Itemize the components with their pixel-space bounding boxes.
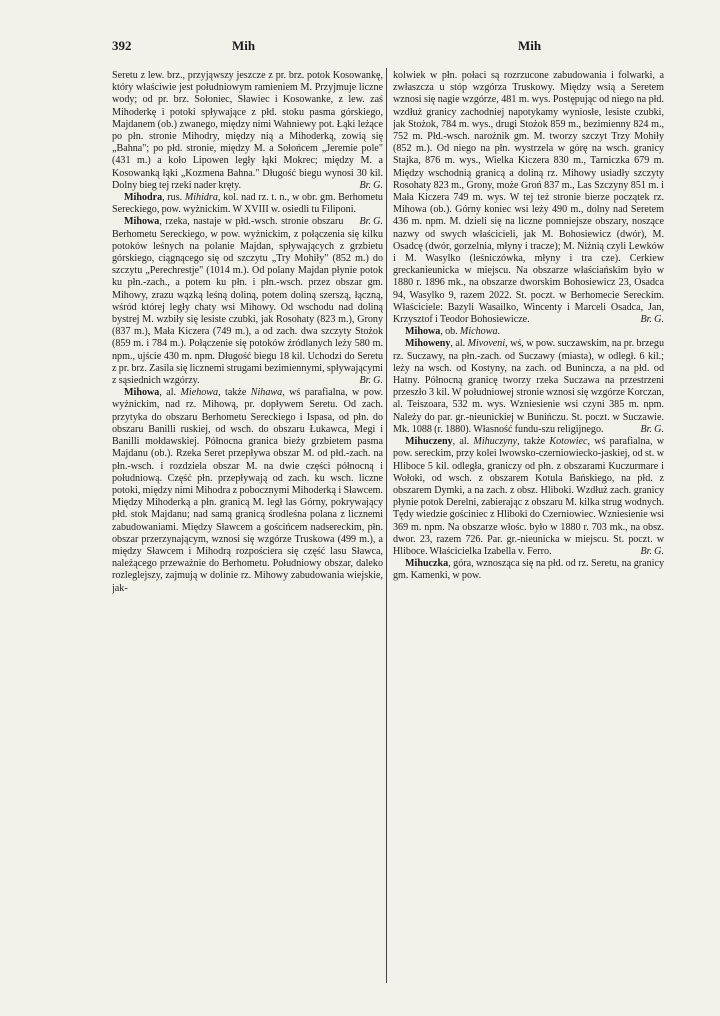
entry-headword: Mihoweny xyxy=(405,338,451,350)
author-signature: Br. G. xyxy=(640,314,664,326)
entry-headword: Mihodra xyxy=(124,192,163,204)
page-number: 392 xyxy=(112,38,132,53)
entry-text: , al. xyxy=(159,387,181,399)
entry-variant-name: Kotowiec xyxy=(549,436,588,448)
author-signature: Br. G. xyxy=(359,216,383,228)
entry-mihowa-village xyxy=(112,387,383,594)
entry-continuation xyxy=(112,70,383,192)
running-head-right: Mih xyxy=(518,38,542,53)
entry-text: kolwiek w płn. połaci są rozrzucone zabudowania i folwarki, a zwłaszcza u stóp wzgórza Truskowy. Między wsią a Seretem wznosi się nagie wzgórze, 481 m. wys. Postępując od niego na płd. wzdłuż granicy zachodniej napotykamy wyniosłe, lesiste czubki, jak Stożok, 784 m. wys., drugi Stożok 859 m., bezimienny 824 m., 752 m. Płd.-wsch. narożnik gm. M. tworzy szczyt Trzy Mohiły (852 m.). Od niego na płn. wystrzela w górę na wsch. granicy Stajka, 876 m. wys., Wielka Kiczera 830 m., Tarniczka 679 m. Między wschodnią granicą a doliną rz. Mihowy usiadły szczyty Rosohaty 823 m., Grony, może Groń 837 m., Las Szczyny 851 m. i Mała Kiczera 749 m. wys. W tej też stronie bierze początek rz. Mihowa (ob.). Górny koniec wsi leży 490 m., dolny nad Seretem 436 m. npm. M. dzieli się na liczne pomniejsze obszary, noszące nazwy od swych właścicieli, jak M. Bohosiewicz (dwór), M. Osadcę (dwór, gorzelnia, młyny i tracze); M. Niżnią czyli Lewków i M. Wasylko (leśniczówka, młyny i tra cze). Cerkiew greckanieunicka w miejscu. Na obszarze właściańskim było w 1880 r. 1896 mk., na obszarze dworskim Bohosiewicz 23, Osadca 94, Wasylko 9, razem 2022. St. poczt. w Berhomecie Sereckim. Właściciele: Bazyli Wasailko, Wincenty i Marceli Osadca, Jan, Krzysztof i Teodor Bohosiewicze. xyxy=(393,70,664,326)
entry-headword: Mihowa xyxy=(124,387,160,399)
entry-headword: Mihuczeny xyxy=(405,436,453,448)
entry-variant-name: Mivoveni xyxy=(467,338,506,350)
running-head-left: Mih xyxy=(232,38,256,53)
entry-mihuczeny xyxy=(393,436,664,558)
entry-text: , ob. xyxy=(440,326,460,338)
entry-text: , wś parafialna, w pow. wyżnickim, nad rz. Mihową, pr. dopływem Seretu. Od zach. przytyka do obszaru Berhometu Sereckiego i Ispasa, od płn. do obszaru Banilli ruskiej, od wsch. do obszaru Łukawca, Megi i Banilli mołdawskiej. Północna granica bieży grzbietem pasma Majdanu (ob.). Rzeka Seret przepływa obszar M. od płd.-zach. na płn.-wsch. i rozdziela obszar M. na dwie części północną i południową. Część płn. przepływają od zach. ku wsch. liczne potoki, między nimi Mihodra z pobocznymi Mihoderką i Sławcem. Między Mihoderką a płn. granicą M. legł las Górny, pokrywający płd. stok Majdanu; nad samą granicą środleśna polana z licznemi zabudowaniami. Między Sławcem a gościńcem nadsereckim, płn. obszar przerzynającym, wznosi się wzgórze Truskowa (499 m.), a między Sławcem i Mihodrą rozpościera się część lasu Sławca, należącego przeważnie do Berhometu. Południowy obszar, daleko rozleglejszy, zajmują w dolinie rz. Mihowy zabudowania wiejskie, jak- xyxy=(112,387,383,594)
entry-variant-name: Nihawa xyxy=(250,387,283,399)
entry-text: , także xyxy=(218,387,251,399)
entry-continuation xyxy=(393,70,664,326)
entry-variant-name: Mihidra xyxy=(184,192,218,204)
entry-mihoweny xyxy=(393,338,664,436)
right-column xyxy=(393,70,664,990)
column-divider xyxy=(386,68,387,983)
entry-text: Seretu z lew. brz., przyjąwszy jeszcze z pr. brz. potok Kosowankę, który właściwie jest południowym ramieniem M. Przyjmuje liczne wody; od pr. brz. Sołoniec, Sławiec i Kosowanke, z lew. zaś Mihoderkę i potoki spływające z płd. stoku pasma górskiego, Majdanem (ob.) zwanego, między nimi Wahniewy pot. Łąki leżące po płn. stronie Mihodry, między nią a Mihoderką, zowią się „Bahna"; po płd. stronie, między M. a Sołońcem „Jeremie pole" (431 m.) a koło Lipowen legły łąki Mokrec; między M. a Kosowanką łąki „Kozmena Bahna." Długość biegu wynosi 30 kil. Dolny bieg tej rzeki nader kręty. xyxy=(112,70,383,191)
entry-text: , góra, wznosząca się na płd. od rz. Seretu, na granicy gm. Kamenki, w pow. xyxy=(393,558,664,582)
author-signature: Br. G. xyxy=(640,545,664,557)
author-signature: Br. G. xyxy=(359,375,383,387)
entry-headword: Mihuczka xyxy=(405,558,449,570)
entry-mihowa-river xyxy=(112,216,383,387)
entry-text: , rzeka, nastaje w płd.-wsch. stronie obszaru Berhometu Sereckiego, w pow. wyżnickim, z połączenia się kilku potoków leśnych na polanie Majdan, spływających z grzbietu górskiego, ciągnącego się od szczytu „Try Mohiły" (852 m.) do szczytu „Perechrestje" (1014 m.). Od polany Majdan płynie potok ku płn.-zach., a potem ku płn. i płn.-wsch. przez obszar gm. Mihowy, zrazu wązką leśną doliną, potem doliną szerszą, łączną, wśród której legły chaty wsi Mihowy. Od wschodu nad doliną bystrej M. wzbiły się lesiste czubki, jak Rosohaty (823 m.), Grony (837 m.), Mała Kiczera (749 m.), a od zach. dwa szczyty Stożok (859 m. i 784 m.). Połączenie się potoków źródlanych leży 580 m. npm., ujście 430 m. npm. Długość biegu 18 kil. Uchodzi do Seretu z pr. brz. Zasila się licznemi strugami bezimiennymi, spływającymi z sąsiednich wzgórzy. xyxy=(112,216,383,387)
entry-text: , wś, w pow. suczawskim, na pr. brzegu rz. Suczawy, na płn.-zach. od Suczawy (miasta), w odległ. 6 kil.; leży na wsch. od Kostyny, na zach. od Bunincza, a na płd. od Hatny. Północną granicę tworzy rzeka Suczawa na przestrzeni przeszło 3 kil. W południowej stronie wznosi się wzgórze Korczan, al. Teiszoara, 532 m. wys. Wzniesienie wsi czyni 385 m. npm. Należy do par. gr.-nieunickiej w Bunińczu. St. poczt. w Suczawie. Mk. 1088 (r. 1880). Własność fundu-szu religijnego. xyxy=(393,338,664,435)
entry-mihuczka xyxy=(393,558,664,582)
entry-mihowa-crossref xyxy=(393,326,664,338)
author-signature: Br. G. xyxy=(640,423,664,435)
entry-variant-name: Mihuczyny xyxy=(473,436,518,448)
left-column xyxy=(112,70,383,990)
author-signature: Br. G. xyxy=(359,179,383,191)
entry-headword: Mihowa xyxy=(124,216,160,228)
entry-text: , wś parafialna, w pow. sereckim, przy kolei lwowsko-czerniowiecko-jaskiej, od st. w Hliboce 5 kil. odległa, graniczy od płn. z obszarami Kuczurmare i Wołoki, od wsch. z obszarem Kotula Bańskiego, na płd. z obszarem Dymki, a na zach. z obsz. Hliboki. Wzdłuż zach. granicy płynie potok Derelni, zabierając z obszaru M. kilka strug wodnych. Tędy wiedzie gościniec z Hliboki do Czerniowiec. Wzniesienie wsi 369 m. npm. Na obszarze włośc. było w 1880 r. 703 mk., na obsz. dwor. 23, razem 726. Par. gr.-nieunicka w miejscu. St. poczt. w Hliboce. Właścicielka Izabella v. Ferro. xyxy=(393,436,664,557)
entry-text: , al. xyxy=(452,436,474,448)
entry-variant-name: Miehowa xyxy=(180,387,219,399)
entry-text: , al. xyxy=(450,338,468,350)
entry-variant-name: Michowa xyxy=(459,326,498,338)
entry-text: , rus. xyxy=(162,192,185,204)
entry-text: . xyxy=(497,326,501,338)
entry-text: , także xyxy=(517,436,550,448)
entry-text: , kol. nad rz. t. n., w obr. gm. Berhometu Sereckiego, pow. wyżnickim. W XVIII w. osiedli tu Filiponi. xyxy=(112,192,383,216)
entry-headword: Mihowa xyxy=(405,326,441,338)
